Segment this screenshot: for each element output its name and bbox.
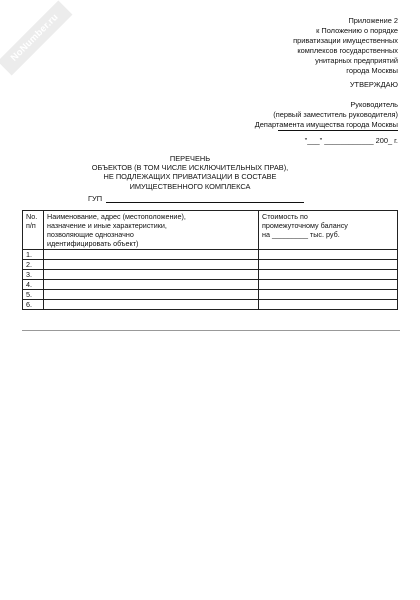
row-no: 1. (23, 250, 44, 260)
table-row (23, 290, 398, 300)
appendix-block (228, 16, 398, 76)
gup-label: ГУП (88, 194, 103, 203)
document-title (60, 154, 320, 191)
gup-fill-line (106, 202, 304, 203)
row-value-cell (259, 290, 398, 300)
table-row (23, 270, 398, 280)
row-name-cell (44, 300, 259, 310)
header-no: No. п/п (23, 211, 44, 250)
title-line: ПЕРЕЧЕНЬ (169, 154, 211, 163)
row-no: 3. (23, 270, 44, 280)
watermark: NoNumber.ru (0, 1, 72, 76)
objects-table (22, 210, 398, 310)
header-name: Наименование, адрес (местоположение), назначение и иные характеристики, позволяющие однозначно идентифицировать объект) (44, 211, 259, 250)
title-line: ОБЪЕКТОВ (В ТОМ ЧИСЛЕ ИСКЛЮЧИТЕЛЬНЫХ ПРАВ), (91, 163, 289, 173)
appendix-line: унитарных предприятий (315, 56, 398, 65)
row-no: 4. (23, 280, 44, 290)
table-row (23, 250, 398, 260)
title-line: НЕ ПОДЛЕЖАЩИХ ПРИВАТИЗАЦИИ В СОСТАВЕ (103, 172, 277, 182)
approval-label: УТВЕРЖДАЮ (349, 80, 398, 89)
row-no: 6. (23, 300, 44, 310)
row-value-cell (259, 270, 398, 280)
appendix-line: комплексов государственных (297, 46, 398, 55)
row-name-cell (44, 270, 259, 280)
appendix-line: Приложение 2 (348, 16, 398, 25)
row-name-cell (44, 250, 259, 260)
row-name-cell (44, 280, 259, 290)
row-value-cell (259, 250, 398, 260)
table-row (23, 300, 398, 310)
appendix-line: города Москвы (346, 66, 398, 75)
approver-line: Руководитель (350, 100, 398, 109)
row-value-cell (259, 280, 398, 290)
row-no: 5. (23, 290, 44, 300)
approval-date-line: "___" ____________ 200_ г. (304, 136, 398, 145)
row-value-cell (259, 260, 398, 270)
table-row (23, 260, 398, 270)
table-header-row (23, 211, 398, 250)
title-line: ИМУЩЕСТВЕННОГО КОМПЛЕКСА (129, 181, 251, 191)
row-no: 2. (23, 260, 44, 270)
row-name-cell (44, 290, 259, 300)
row-value-cell (259, 300, 398, 310)
signature-line (278, 130, 398, 131)
appendix-line: приватизации имущественных (293, 36, 398, 45)
row-name-cell (44, 260, 259, 270)
table-row (23, 280, 398, 290)
appendix-line: к Положению о порядке (316, 26, 398, 35)
approver-block (198, 100, 398, 130)
approver-line: (первый заместитель руководителя) (273, 110, 398, 119)
approver-line: Департамента имущества города Москвы (254, 120, 398, 129)
page-divider (22, 330, 400, 331)
header-value: Стоимость по промежуточному балансу на _________ тыс. руб. (259, 211, 398, 250)
